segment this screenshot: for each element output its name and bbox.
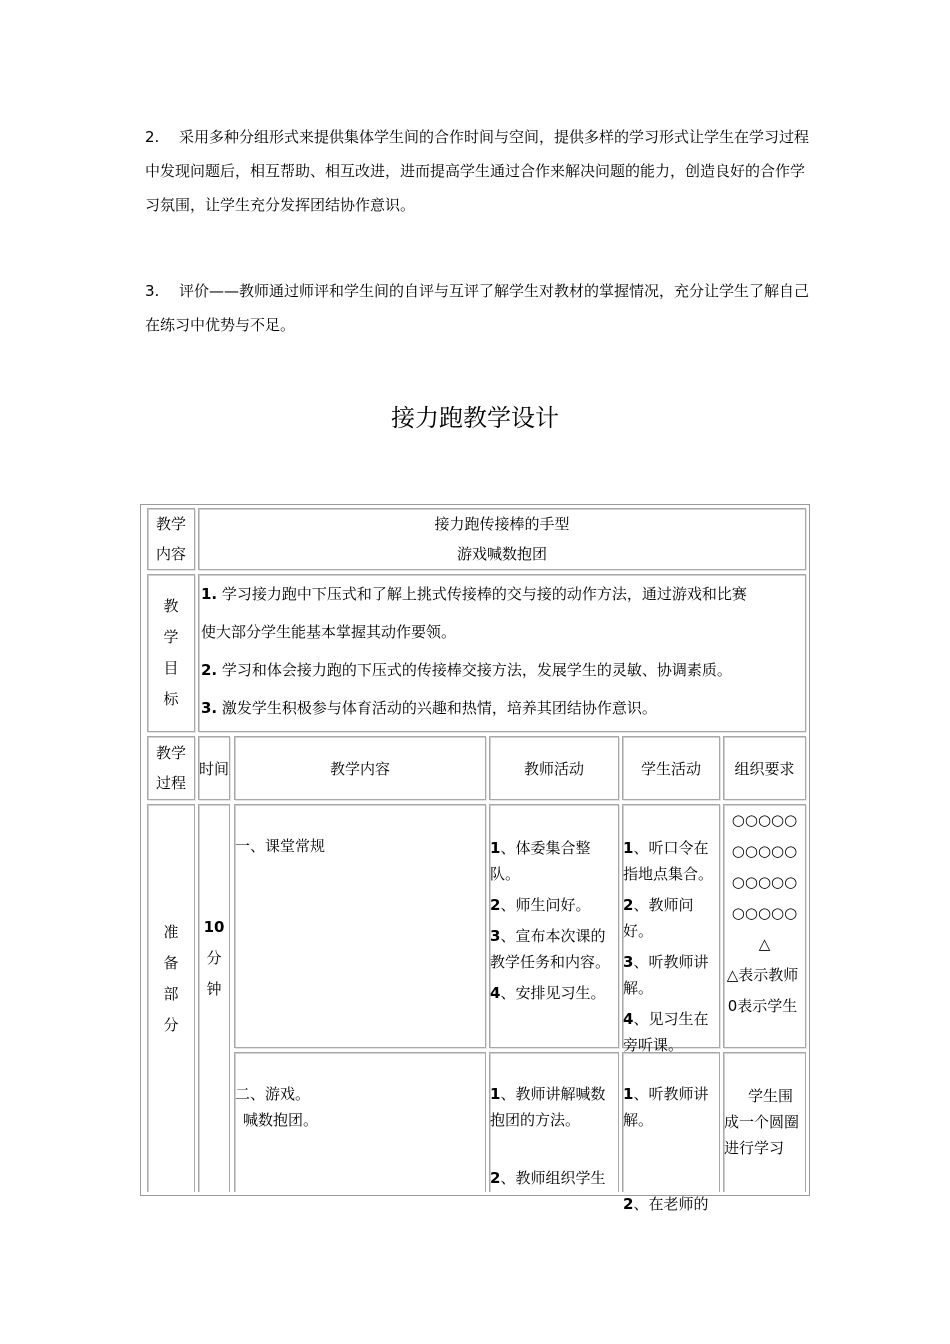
goals-label: 标 [163,690,179,708]
goal-line: 1. 学习接力跑中下压式和了解上挑式传接棒的交与接的动作方法，通过游戏和比赛 [201,585,747,603]
header-content: 教学内容 [234,736,486,800]
header-process: 教学 过程 [147,736,195,800]
routine-org-cell [723,804,806,1048]
goals-label: 教 [163,597,179,615]
paragraph-number: 3. [145,282,160,300]
teacher-marker: △ [758,935,771,953]
teacher-activity: 1、教师讲解喊数抱团的方法。 [490,1085,606,1129]
goals-label: 目 [163,659,179,677]
game-name: 喊数抱团。 [243,1111,319,1129]
student-activity: 4、见习生在旁听课。 [623,1010,709,1054]
prep-label-cell: 准 备 部 分 [147,804,195,1192]
routine-student-cell [622,804,720,1054]
formation-row: ○○○○○ [731,904,798,922]
header-student: 学生活动 [622,736,720,800]
teacher-activity: 1、体委集合整队。 [490,839,591,883]
teacher-activity: 4、安排见习生。 [490,984,606,1002]
formation-row: ○○○○○ [731,842,798,860]
formation-row: ○○○○○ [731,811,798,829]
content-label: 内容 [155,545,186,563]
goals-label: 学 [163,628,179,646]
goal-line: 使大部分学生能基本掌握其动作要领。 [201,623,457,641]
paragraph-2 [145,120,810,222]
paragraph-3 [145,274,810,342]
routine-teacher-cell [489,804,619,1048]
paragraph-number: 2. [145,128,160,146]
student-activity: 1、听教师讲解。 [623,1085,709,1129]
goals-label-cell [147,574,195,732]
goal-line: 2. 学习和体会接力跑的下压式的传接棒交接方法，发展学生的灵敏、协调素质。 [201,661,732,679]
paragraph-text: 评价——教师通过师评和学生间的自评与互评了解学生对教材的掌握情况，充分让学生了解自己在练习中优势与不足。 [145,282,810,334]
student-activity: 2、教师问好。 [623,896,694,940]
legend-student: 0表示学生 [727,997,798,1015]
header-time: 时间 [198,736,230,800]
game-content-cell [234,1052,486,1192]
legend-teacher: △表示教师 [726,966,799,984]
content-line: 接力跑传接棒的手型 [434,515,570,533]
header-teacher: 教师活动 [489,736,619,800]
header-org: 组织要求 [723,736,806,800]
game-teacher-cell [489,1052,619,1192]
content-label-cell [147,508,195,570]
routine-content-cell: 一、课堂常规 [234,804,486,1048]
student-activity: 1、听口令在指地点集合。 [623,839,714,883]
teacher-activity: 2、教师组织学生 [490,1169,606,1187]
goals-value-cell [198,574,806,732]
goal-line: 3. 激发学生积极参与体育活动的兴趣和热情，培养其团结协作意识。 [201,699,657,717]
content-line: 游戏喊数抱团 [456,545,547,563]
student-activity: 2、在老师的 [623,1195,709,1213]
game-title: 二、游戏。 [235,1085,311,1103]
game-org-cell: 学生围成一个圆圈进行学习 [723,1052,806,1192]
student-activity: 3、听教师讲解。 [623,953,709,997]
formation-row: ○○○○○ [731,873,798,891]
teacher-activity: 3、宣布本次课的教学任务和内容。 [490,927,611,971]
game-student-cell [622,1052,720,1213]
paragraph-text: 采用多种分组形式来提供集体学生间的合作时间与空间，提供多样的学习形式让学生在学习过程中发现问题后，相互帮助、相互改进，进而提高学生通过合作来解决问题的能力，创造良好的合作学习氛围，让学生充分发挥团结协作意识。 [145,128,810,214]
prep-time-cell: 10 分 钟 [198,804,230,1192]
content-value-cell [198,508,806,570]
document-title: 接力跑教学设计 [391,404,559,432]
content-label: 教学 [155,515,186,533]
teacher-activity: 2、师生问好。 [490,896,591,914]
